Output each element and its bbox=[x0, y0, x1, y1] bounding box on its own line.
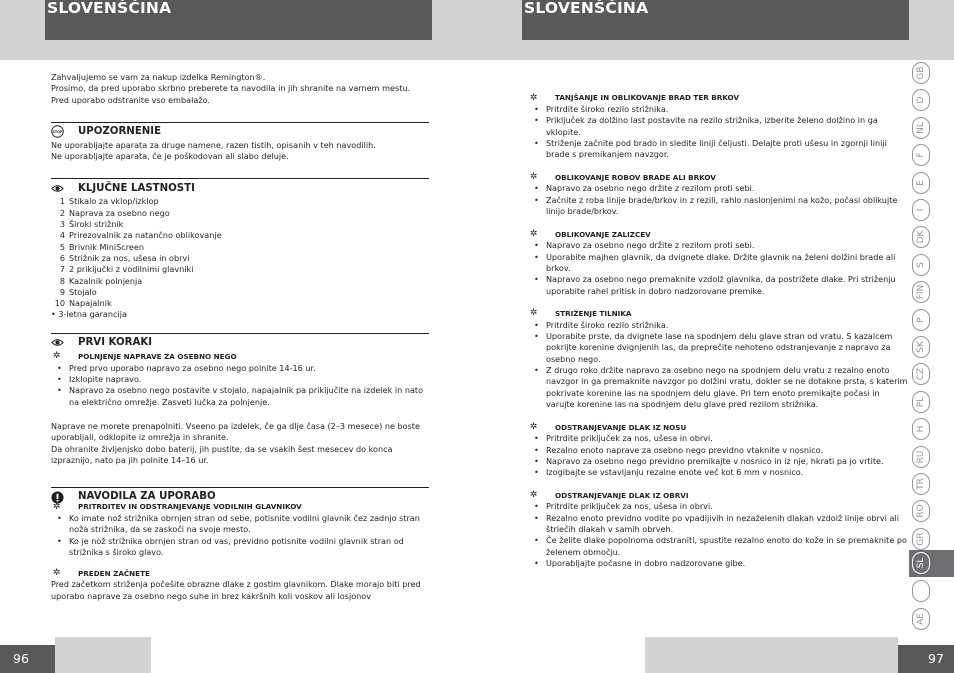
list-item: • Napravo za osebno nego držite z rezilom proti sebi. bbox=[528, 183, 908, 194]
gear-icon: ✲ bbox=[529, 171, 538, 182]
list-item: • Z drugo roko držite napravo za osebno nego na spodnjem delu vratu z rezalno enoto navzgor in ga premaknite navzgor po dolžini vratu, dokler se ne dotakne prsta, s katerim pokrivate korenine las na spodnjem delu glave. Pri tem enoto premikajte počasi in varujte korenine las na spodnjem delu glave pred rezilom strižnika. bbox=[528, 365, 908, 410]
section-beard-edges bbox=[528, 171, 908, 217]
list-item: • Uporabite majhen glavnik, da dvignete dlake. Držite glavnik na želeni dolžini brade ali brkov. bbox=[528, 252, 908, 275]
language-tabs bbox=[909, 60, 954, 637]
features-heading bbox=[51, 180, 429, 196]
list-item: • Uporabite prste, da dvignete lase na spodnjem delu glave stran od vratu. S kazalcem pokrijte korenine dvignjenih las, da preprečite nehoteno odstranjevanje z napravo za osebno nego. bbox=[528, 331, 908, 365]
section-title: ✲ ODSTRANJEVANJE DLAK IZ OBRVI bbox=[529, 489, 689, 500]
tab-tr[interactable]: TR bbox=[909, 471, 954, 498]
tab-s[interactable]: S bbox=[909, 252, 954, 279]
intro-text: Zahvaljujemo se vam za nakup izdelka Remington®. Prosimo, da pred uporabo skrbno preberete ta navodila in jih shranite na varnem mestu. Pred uporabo odstranite vso embalažo. bbox=[51, 72, 411, 105]
usage-title: NAVODILA ZA UPORABO bbox=[78, 491, 216, 503]
tab-p[interactable]: P bbox=[909, 307, 954, 334]
warning-title: UPOZORNENIE bbox=[78, 126, 162, 138]
list-item: 4 Prirezovalnik za natančno oblikovanje bbox=[59, 230, 222, 241]
list-item: • Pritrdite priključek za nos, ušesa in obrvi. bbox=[528, 433, 908, 444]
list-item: 5 Brivnik MiniScreen bbox=[59, 241, 144, 252]
list-item: 2 Naprava za osebno nego bbox=[59, 207, 170, 218]
tab-h[interactable]: H bbox=[909, 416, 954, 443]
tab-sk[interactable]: SK bbox=[909, 334, 954, 361]
section-title: ✲ OBLIKOVANJE ZALIZCEV bbox=[529, 228, 651, 239]
tab-fin[interactable]: FIN bbox=[909, 279, 954, 306]
list-item: 3 Široki strižnik bbox=[59, 219, 124, 230]
right-page-header: SLOVENŠČINA bbox=[522, 0, 909, 40]
tab-ru[interactable]: RU bbox=[909, 444, 954, 471]
list-item: • Striženje začnite pod brado in sledite liniji čeljusti. Delajte proti ušesu in zgornji liniji brade s premikanjem navzgor. bbox=[528, 138, 908, 161]
tab-sl[interactable]: SL bbox=[909, 550, 954, 577]
gear-icon: ✲ bbox=[529, 489, 538, 500]
tab-unlabeled[interactable] bbox=[909, 578, 954, 605]
divider bbox=[51, 178, 429, 179]
first-steps-heading bbox=[51, 335, 429, 351]
divider bbox=[51, 122, 429, 123]
list-item: 10 Napajalnik bbox=[54, 298, 112, 309]
list-item: • Pritrdite široko rezilo strižnika. bbox=[528, 104, 908, 115]
tab-gr[interactable]: GR bbox=[909, 526, 954, 553]
list-item: 9 Stojalo bbox=[59, 286, 97, 297]
tab-nl[interactable]: NL bbox=[909, 115, 954, 142]
tab-ae[interactable]: AE bbox=[909, 606, 954, 633]
svg-text:STOP: STOP bbox=[52, 130, 63, 135]
eye-icon bbox=[51, 336, 64, 349]
list-item: • Rezalno enoto naprave za osebno nego previdno vtaknite v nosnico. bbox=[528, 445, 908, 456]
list-item: • Če želite dlake popolnoma odstraniti, spustite rezalno enoto do kože in se premaknite po želenem območju. bbox=[528, 535, 908, 558]
warning-text: Ne uporabljajte aparata za druge namene, razen tistih, opisanih v teh navodilih. Ne uporabljajte aparata, če je poškodovan ali slabo deluje. bbox=[51, 139, 376, 162]
list-item: • Izklopite napravo. bbox=[51, 374, 429, 385]
tab-cz[interactable]: CZ bbox=[909, 361, 954, 388]
guarantee-text: • 3-letna garancija bbox=[51, 309, 127, 320]
gear-icon: ✲ bbox=[529, 228, 538, 239]
list-item: 7 2 priključki z vodilnimi glavniki bbox=[59, 264, 194, 275]
warning-heading bbox=[51, 124, 429, 140]
tab-f[interactable]: F bbox=[909, 142, 954, 169]
comb-subheading: ✲ PRITRDITEV IN ODSTRANJEVANJE VODILNIH GLAVNIKOV bbox=[52, 501, 302, 512]
first-steps-title: PRVI KORAKI bbox=[78, 337, 153, 349]
gear-icon: ✲ bbox=[529, 421, 538, 432]
section-title: ✲ STRIŽENJE TILNIKA bbox=[529, 308, 632, 319]
charging-subheading: ✲ POLNJENJE NAPRAVE ZA OSEBNO NEGO bbox=[52, 351, 237, 362]
section-beard-trimming bbox=[528, 92, 908, 160]
list-item: • Priključek za dolžino last postavite na rezilo strižnika, izberite želeno dolžino in ga vklopite. bbox=[528, 115, 908, 138]
section-title: ✲ OBLIKOVANJE ROBOV BRADE ALI BRKOV bbox=[529, 171, 716, 182]
list-item: • Rezalno enoto previdno vodite po vpadljivih in nezaželenih dlakah vzdolž linije obrvi ali štrlečih dlakah v samih obrveh. bbox=[528, 513, 908, 536]
list-item: • Napravo za osebno nego držite z rezilom proti sebi. bbox=[528, 240, 908, 251]
tab-i[interactable]: I bbox=[909, 197, 954, 224]
tab-d[interactable]: D bbox=[909, 87, 954, 114]
list-item: • Napravo za osebno nego premaknite vzdolž glavnika, da postrižete dlake. Pri striženju uporabite rahel pritisk in dobro nadzorovane premike. bbox=[528, 274, 908, 297]
list-item: 1 Stikalo za vklop/izklop bbox=[59, 196, 159, 207]
list-item: 8 Kazalnik polnjenja bbox=[59, 275, 143, 286]
before-start-text: Pred začetkom striženja počešite obrazne dlake z gostim glavnikom. Dlake morajo biti pred uporabo naprave za osebno nego suhe in brez kakršnih koli voskov ali losjonov bbox=[51, 579, 421, 601]
section-eyebrows bbox=[528, 489, 908, 569]
list-item: • Ko imate nož strižnika obrnjen stran od sebe, potisnite vodilni glavnik čez zadnjo stran noža strižnika, da se zaskoči na svoje mesto. bbox=[51, 513, 429, 536]
section-title: ✲ TANJŠANJE IN OBLIKOVANJE BRAD TER BRKOV bbox=[529, 92, 740, 103]
list-item: • Ko je nož strižnika obrnjen stran od vas, previdno potisnite vodilni glavnik stran od strižnika s široko glavo. bbox=[51, 536, 429, 559]
tab-e[interactable]: E bbox=[909, 170, 954, 197]
list-item: • Pritrdite široko rezilo strižnika. bbox=[528, 320, 908, 331]
page-number-right: 97 bbox=[898, 645, 954, 673]
list-item: • Izogibajte se vstavljanju rezalne enote več kot 6 mm v nosnico. bbox=[528, 467, 908, 478]
features-title: KLJUČNE LASTNOSTI bbox=[78, 182, 195, 194]
section-nose-hair bbox=[528, 421, 908, 478]
left-column bbox=[51, 72, 429, 602]
divider bbox=[51, 333, 429, 334]
section-sideburns bbox=[528, 228, 908, 296]
right-column bbox=[528, 92, 908, 569]
list-item: • Začnite z roba linije brade/brkov in z rezili, rahlo naslonjenimi na kožo, počasi oblikujte linijo brade/brkov. bbox=[528, 195, 908, 218]
left-page-header: SLOVENŠČINA bbox=[45, 0, 432, 40]
list-item: • Pred prvo uporabo napravo za osebno nego polnite 14-16 ur. bbox=[51, 363, 429, 374]
tab-gb[interactable]: GB bbox=[909, 60, 954, 87]
gear-icon: ✲ bbox=[529, 92, 538, 103]
gear-icon: ✲ bbox=[52, 351, 61, 362]
gear-icon: ✲ bbox=[529, 308, 538, 319]
list-item: 6 Strižnik za nos, ušesa in obrvi bbox=[59, 252, 190, 263]
list-item: • Uporabljajte počasne in dobro nadzorovane gibe. bbox=[528, 558, 908, 569]
page-number-left: 96 bbox=[0, 645, 55, 673]
before-start-subheading: ✲ PREDEN ZAČNETE bbox=[52, 567, 150, 578]
features-list bbox=[51, 196, 429, 320]
gear-icon: ✲ bbox=[52, 567, 61, 578]
tab-pl[interactable]: PL bbox=[909, 389, 954, 416]
footer-band-right bbox=[645, 637, 898, 673]
charging-note: Naprave ne morete prenapolniti. Vseeno pa izdelek, če ga dlje časa (2–3 mesece) ne boste uporabljali, odklopite iz omrežja in shranite. Da ohranite življenjsko dobo baterij, jih pustite, da se vsakih šest mesecev do konca izpraznijo, nato pa jih polnite 14–16 ur. bbox=[51, 420, 420, 465]
tab-dk[interactable]: DK bbox=[909, 224, 954, 251]
divider bbox=[51, 487, 429, 488]
section-neckline bbox=[528, 308, 908, 410]
eye-icon bbox=[51, 182, 64, 195]
list-item: • Napravo za osebno nego postavite v stojalo, napajalnik pa priključite na izdelek in nato na električno omrežje. Zasveti lučka za polnjenje. bbox=[51, 385, 429, 408]
tab-ro[interactable]: RO bbox=[909, 498, 954, 525]
section-title: ✲ ODSTRANJEVANJE DLAK IZ NOSU bbox=[529, 421, 687, 432]
stop-icon bbox=[51, 125, 64, 138]
gear-icon: ✲ bbox=[52, 501, 61, 512]
list-item: • Napravo za osebno nego previdno premikajte v nosnico in iz nje, hkrati pa jo vrtite. bbox=[528, 456, 908, 467]
list-item: • Pritrdite priključek za nos, ušesa in obrvi. bbox=[528, 501, 908, 512]
footer-band-left bbox=[55, 637, 151, 673]
